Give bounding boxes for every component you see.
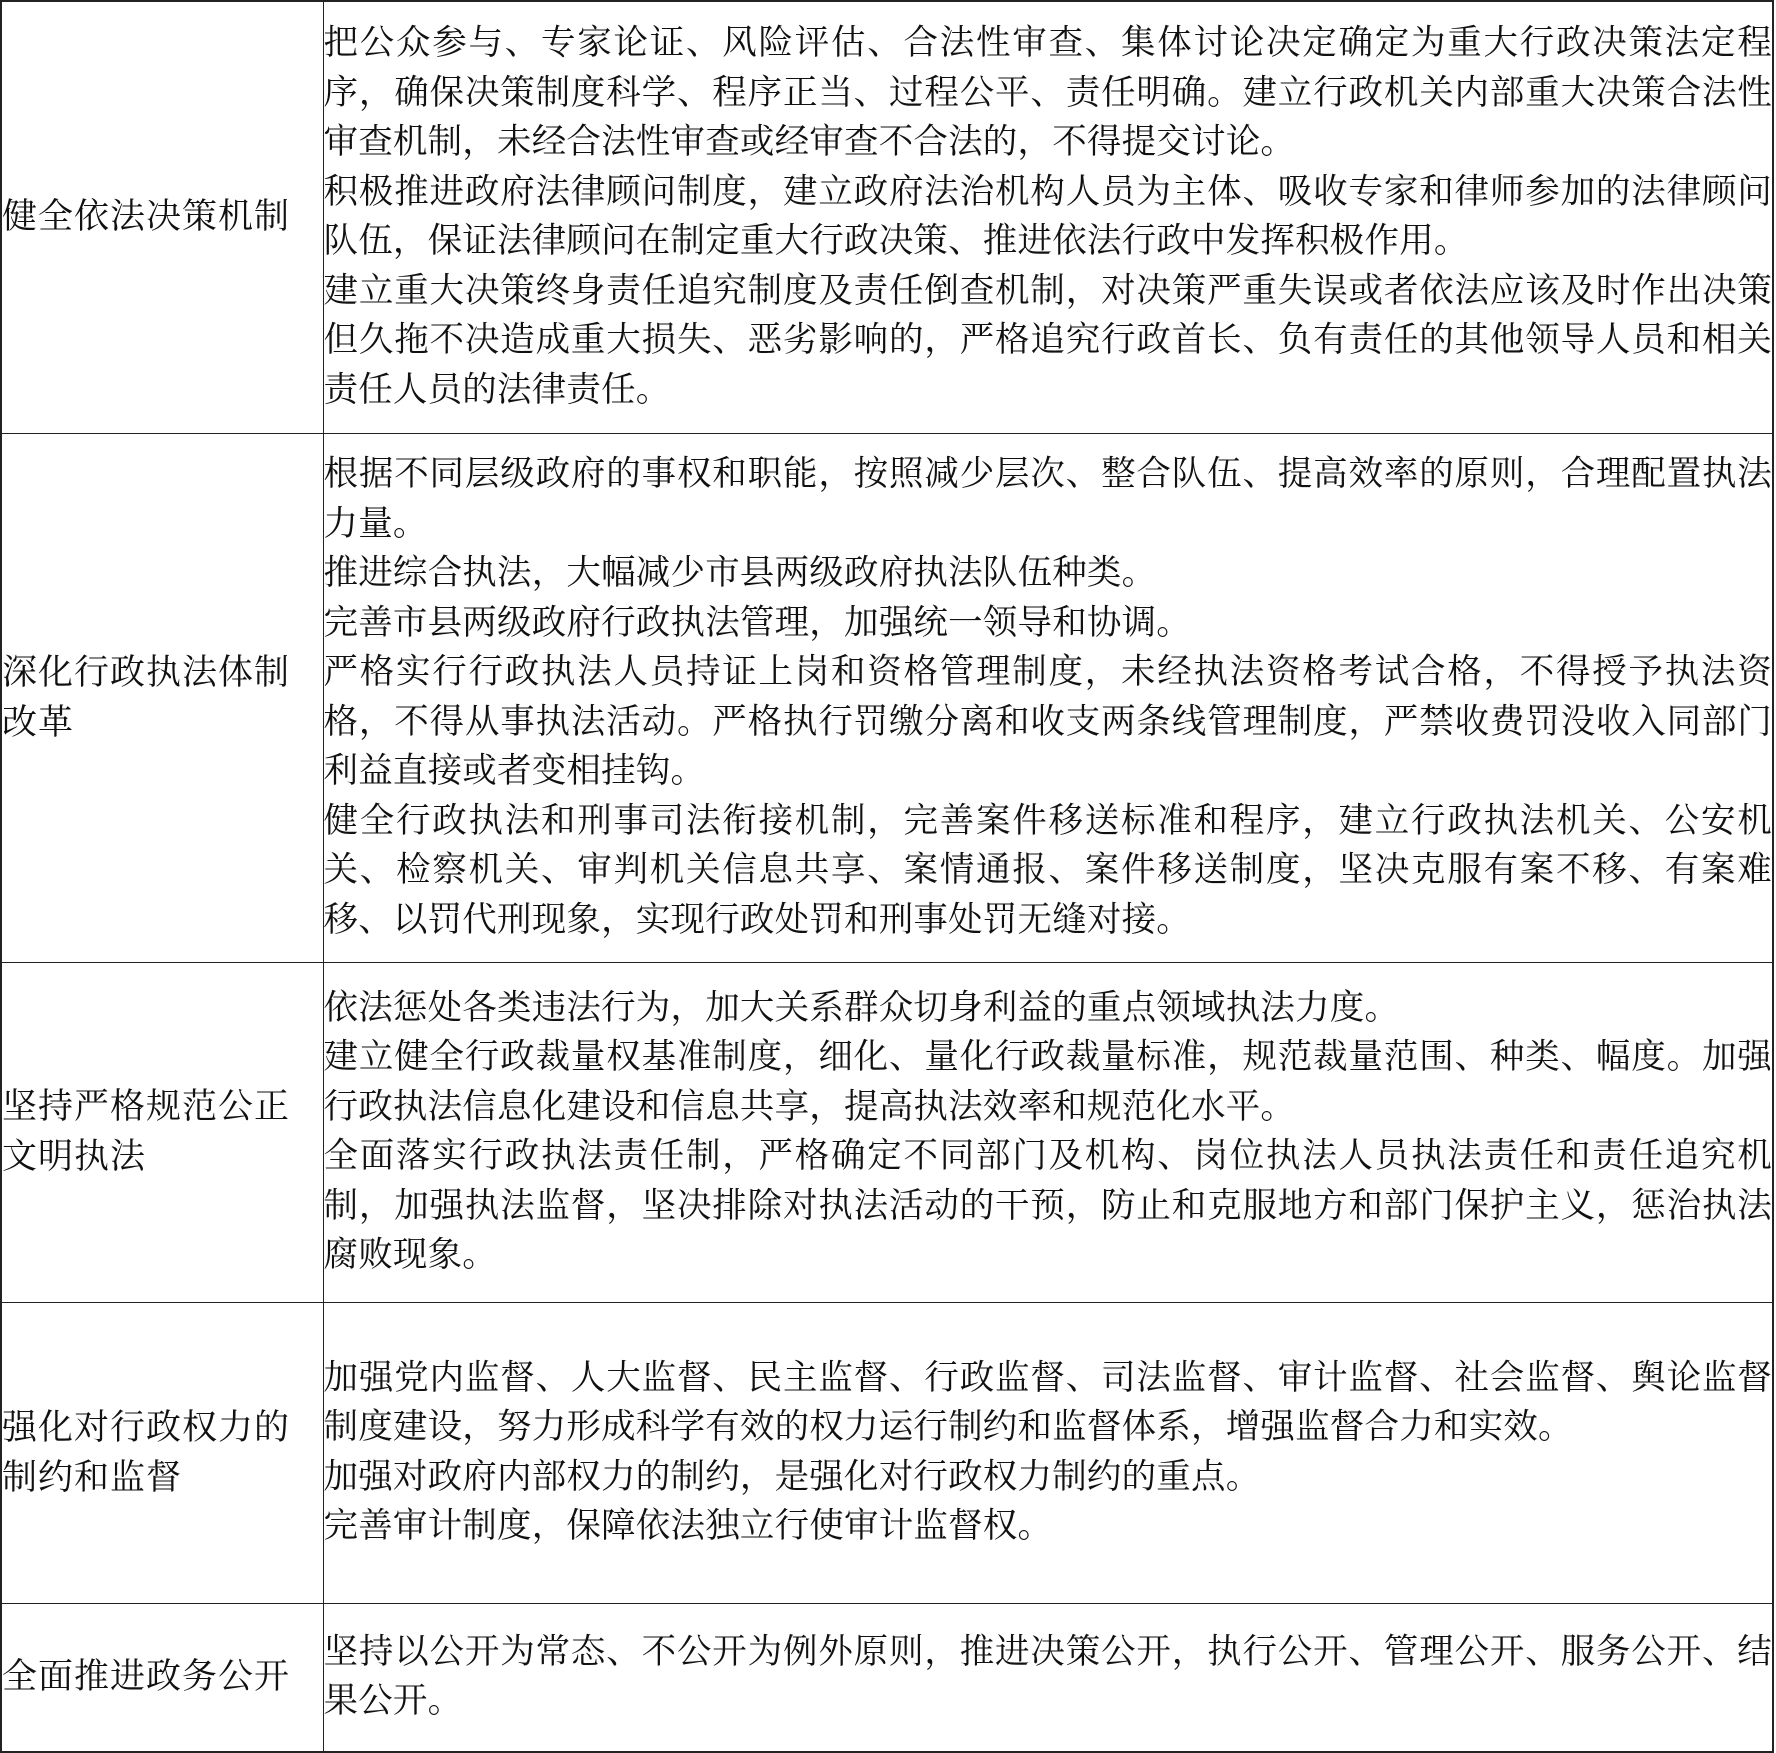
content-paragraph: 把公众参与、专家论证、风险评估、合法性审查、集体讨论决定确定为重大行政决策法定程序，确保决策制度科学、程序正当、过程公平、责任明确。建立行政机关内部重大决策合法性审查机制，未经合法性审查或经审查不合法的，不得提交讨论。 <box>323 23 1772 163</box>
row-heading-cell <box>1 433 323 962</box>
row-heading: 强化对行政权力的制约和监督 <box>2 1407 291 1498</box>
table-row <box>1 1302 1773 1603</box>
content-paragraph: 加强对政府内部权力的制约，是强化对行政权力制约的重点。 <box>323 1456 1261 1497</box>
table-row <box>1 962 1773 1302</box>
row-content-cell <box>323 1302 1773 1603</box>
row-heading: 全面推进政务公开 <box>2 1657 291 1698</box>
content-paragraph: 根据不同层级政府的事权和职能，按照减少层次、整合队伍、提高效率的原则，合理配置执法力量。 <box>323 454 1772 544</box>
content-paragraph: 加强党内监督、人大监督、民主监督、行政监督、司法监督、审计监督、社会监督、舆论监督制度建设，努力形成科学有效的权力运行制约和监督体系，增强监督合力和实效。 <box>323 1357 1772 1447</box>
content-paragraph: 积极推进政府法律顾问制度，建立政府法治机构人员为主体、吸收专家和律师参加的法律顾问队伍，保证法律顾问在制定重大行政决策、推进依法行政中发挥积极作用。 <box>323 171 1772 262</box>
row-content-cell <box>323 1 1773 433</box>
row-heading: 深化行政执法体制改革 <box>2 652 291 743</box>
content-paragraph: 建立重大决策终身责任追究制度及责任倒查机制，对决策严重失误或者依法应该及时作出决策但久拖不决造成重大损失、恶劣影响的，严格追究行政首长、负有责任的其他领导人员和相关责任人员的法律责任。 <box>323 270 1772 410</box>
table-row <box>1 1603 1773 1752</box>
content-paragraph: 建立健全行政裁量权基准制度，细化、量化行政裁量标准，规范裁量范围、种类、幅度。加强行政执法信息化建设和信息共享，提高执法效率和规范化水平。 <box>323 1037 1772 1127</box>
row-heading-cell <box>1 962 323 1302</box>
table-row <box>1 1 1773 433</box>
row-heading-cell <box>1 1302 323 1603</box>
row-heading: 坚持严格规范公正文明执法 <box>2 1087 291 1177</box>
row-content-cell <box>323 433 1773 962</box>
row-heading: 健全依法决策机制 <box>2 197 291 238</box>
content-paragraph: 坚持以公开为常态、不公开为例外原则，推进决策公开，执行公开、管理公开、服务公开、结果公开。 <box>323 1631 1772 1722</box>
row-content-cell <box>323 962 1773 1302</box>
content-paragraph: 健全行政执法和刑事司法衔接机制，完善案件移送标准和程序，建立行政执法机关、公安机关、检察机关、审判机关信息共享、案情通报、案件移送制度，坚决克服有案不移、有案难移、以罚代刑现象，实现行政处罚和刑事处罚无缝对接。 <box>323 800 1772 940</box>
content-paragraph: 严格实行行政执法人员持证上岗和资格管理制度，未经执法资格考试合格，不得授予执法资格，不得从事执法活动。严格执行罚缴分离和收支两条线管理制度，严禁收费罚没收入同部门利益直接或者变相挂钩。 <box>323 652 1772 791</box>
table-row <box>1 433 1773 962</box>
row-heading-cell <box>1 1603 323 1752</box>
row-heading-cell <box>1 1 323 433</box>
row-content-cell <box>323 1603 1773 1752</box>
content-paragraph: 完善市县两级政府行政执法管理，加强统一领导和协调。 <box>323 602 1191 643</box>
content-paragraph: 完善审计制度，保障依法独立行使审计监督权。 <box>323 1506 1053 1546</box>
content-paragraph: 全面落实行政执法责任制，严格确定不同部门及机构、岗位执法人员执法责任和责任追究机制，加强执法监督，坚决排除对执法活动的干预，防止和克服地方和部门保护主义，惩治执法腐败现象。 <box>323 1136 1772 1275</box>
content-paragraph: 依法惩处各类违法行为，加大关系群众切身利益的重点领域执法力度。 <box>323 987 1400 1028</box>
content-paragraph: 推进综合执法，大幅减少市县两级政府执法队伍种类。 <box>323 553 1157 593</box>
